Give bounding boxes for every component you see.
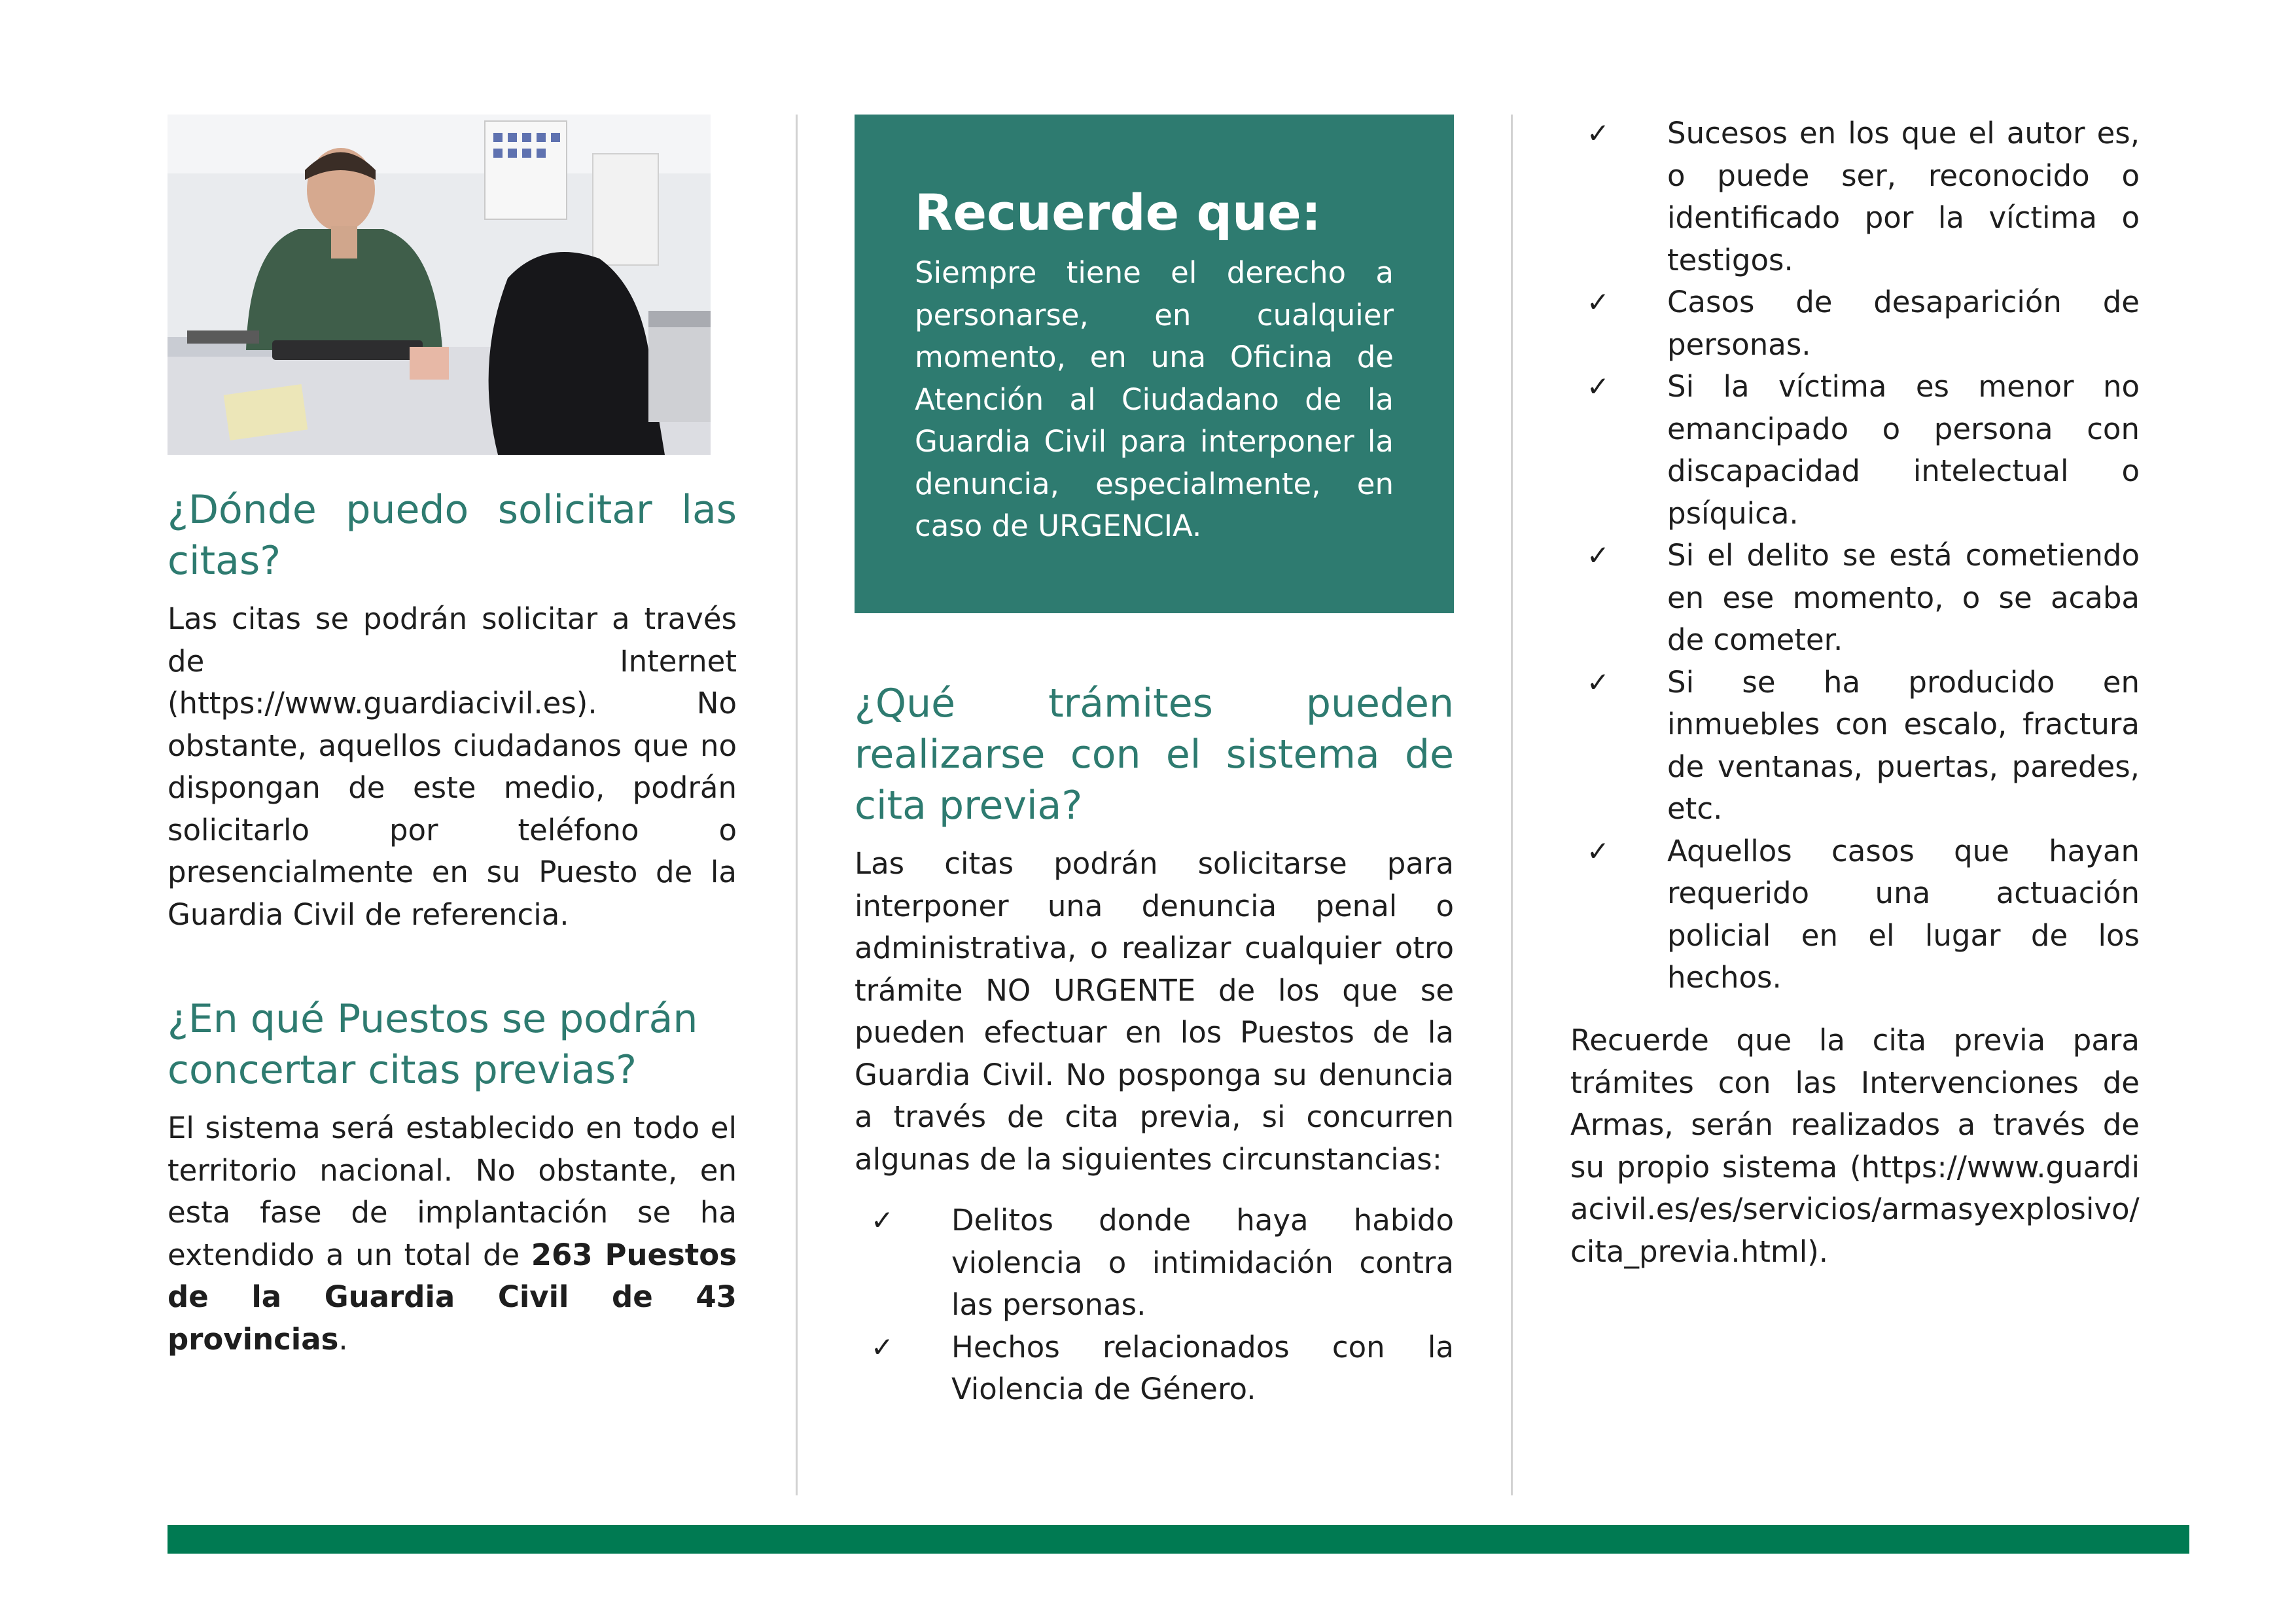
list-item: ✓ Si se ha producido en inmuebles con escalo, fractura de ventanas, puertas, paredes, etc. (1570, 662, 2140, 830)
column-divider-left (796, 115, 798, 1495)
check-icon: ✓ (1586, 370, 1610, 402)
check-icon: ✓ (1586, 834, 1610, 867)
check-icon: ✓ (1586, 666, 1610, 698)
paragraph-what-procedures: Las citas podrán solicitarse para interponer una denuncia penal o administrativa, o realizar cualquier otro trámite NO URGENTE de los que se pueden efectuar en los Puestos de la Guardia Civil. No posponga su denuncia a través de cita previa, si concurren algunas de la siguientes circunstancias: (855, 846, 1454, 1177)
more-circumstances-list (1570, 113, 2140, 999)
list-item: ✓ Casos de desaparición de personas. (1570, 281, 2140, 366)
list-item: ✓ Delitos donde haya habido violencia o intimidación contra las personas. (855, 1200, 1454, 1327)
check-icon: ✓ (870, 1330, 894, 1363)
circumstances-list (855, 1200, 1454, 1411)
list-item: ✓ Aquellos casos que hayan requerido una actuación policial en el lugar de los hechos. (1570, 830, 2140, 999)
office-photo (168, 115, 711, 455)
check-icon: ✓ (1586, 117, 1610, 149)
paragraph-which-posts-start: El sistema será establecido en todo el territorio nacional. No obstante, en esta fase de implantación se ha extendido a un total de (168, 1111, 737, 1272)
column-divider-right (1511, 115, 1513, 1495)
reminder-text: Siempre tiene el derecho a personarse, en cualquier momento, en una Oficina de Atención al Ciudadano de la Guardia Civil para interponer la denuncia, especialmente, en caso de URGENCIA. (915, 255, 1394, 543)
weapons-appointment-link[interactable]: (https://www.guardiacivil.es/es/servicios/armasyexplosivo/cita_previa.html). (1570, 1149, 2140, 1269)
paragraph-where-request: Las citas se podrán solicitar a través de Internet (https://www.guardiacivil.es). No obstante, aquellos ciudadanos que no dispongan de este medio, podrán solicitarlo por teléfono o presencialmente en su Puesto de la Guardia Civil de referencia. (168, 601, 737, 932)
paragraph-which-posts (168, 1107, 737, 1361)
paragraph-which-posts-end: . (338, 1321, 348, 1357)
heading-which-posts: ¿En qué Puestos se podrán concertar citas previas? (168, 996, 698, 1093)
reminder-box (855, 115, 1454, 613)
list-item: ✓ Hechos relacionados con la Violencia de Género. (855, 1327, 1454, 1411)
posts-count-highlight: 263 Puestos de la Guardia Civil de 43 provincias (168, 1237, 737, 1357)
list-item: ✓ Sucesos en los que el autor es, o puede ser, reconocido o identificado por la víctima o testigos. (1570, 113, 2140, 281)
paragraph-weapons-reminder (1570, 1020, 2140, 1273)
reminder-title: Recuerde que: (915, 183, 1322, 241)
heading-where-request: ¿Dónde puedo solicitar las citas? (168, 487, 737, 584)
heading-what-procedures: ¿Qué trámites pueden realizarse con el sistema de cita previa? (855, 681, 1454, 829)
check-icon: ✓ (1586, 286, 1610, 318)
list-item: ✓ Si el delito se está cometiendo en ese momento, o se acaba de cometer. (1570, 535, 2140, 662)
paragraph-weapons-reminder-text: Recuerde que la cita previa para trámites con las Intervenciones de Armas, serán realizados a través de su propio sistema (1570, 1023, 2140, 1185)
check-icon: ✓ (870, 1204, 894, 1236)
footer-bar (168, 1525, 2189, 1554)
list-item: ✓ Si la víctima es menor no emancipado o persona con discapacidad intelectual o psíquica. (1570, 366, 2140, 535)
check-icon: ✓ (1586, 539, 1610, 571)
